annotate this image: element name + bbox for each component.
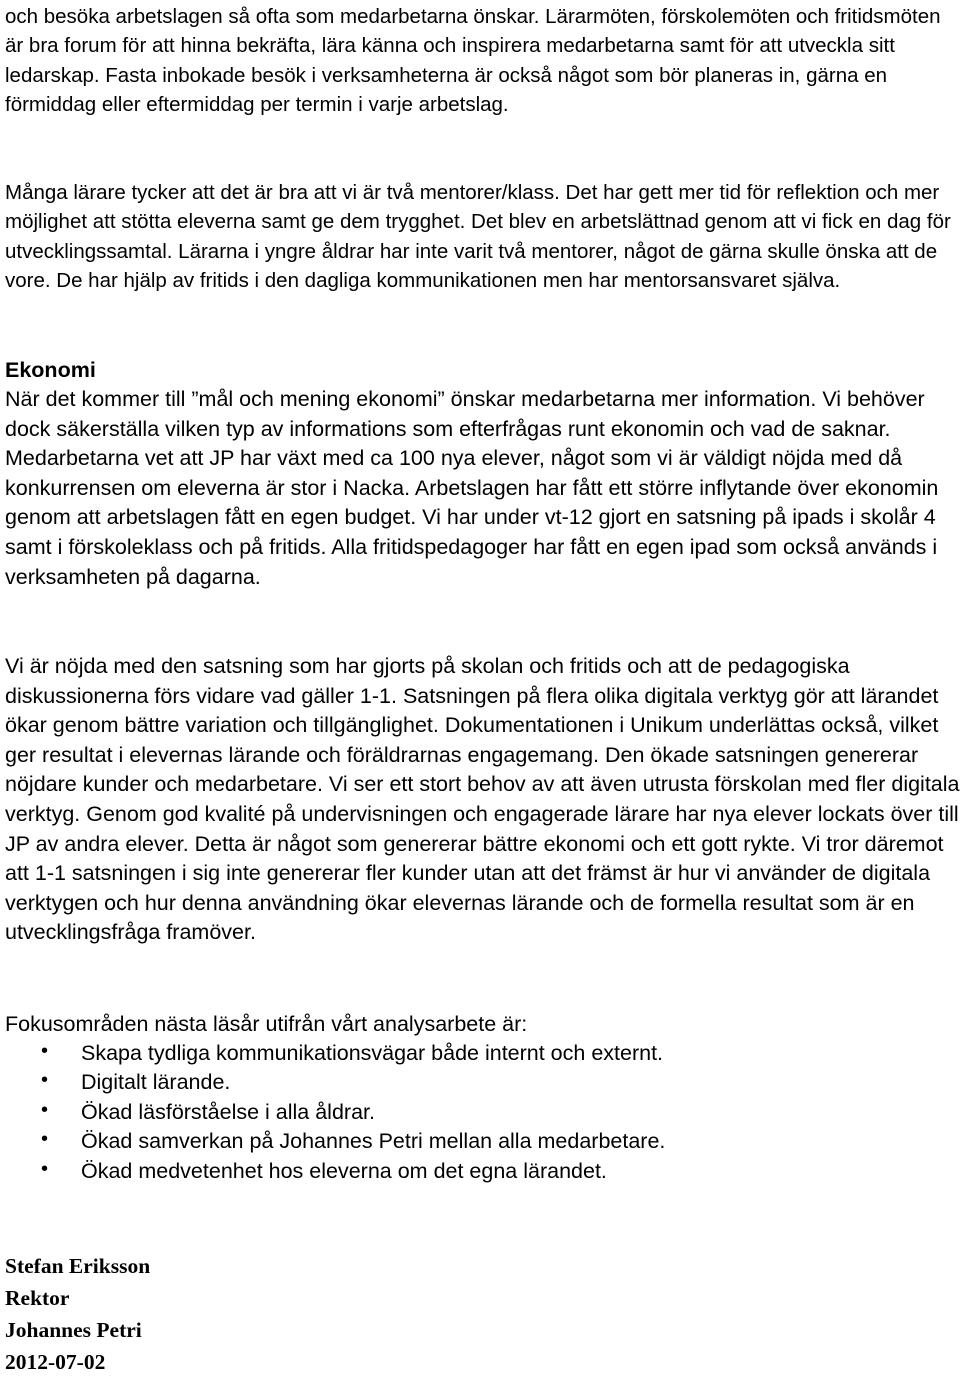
paragraph-economy: När det kommer till ”mål och mening ekonomi” önskar medarbetarna mer information. Vi behöver dock säkerställa vilken typ av informations som efterfrågas runt ekonomin och vad de saknar. Medarbetarna vet att JP har växt med ca 100 nya elever, något som vi är väldigt nöjda med då konkurrensen om eleverna är stor i Nacka. Arbetslagen har fått ett större inflytande över ekonomin genom att arbetslagen fått en egen budget. Vi har under vt-12 gjort en satsning på ipads i skolår 4 samt i förskoleklass och på fritids. Alla fritidspedagoger har fått en egen ipad som också används i verksamheten på dagarna. <box>5 387 939 589</box>
list-item <box>5 1127 665 1156</box>
bullet-icon: • <box>41 1040 49 1062</box>
signature-block <box>5 1250 150 1378</box>
list-item-text: Digitalt lärande. <box>81 1070 231 1095</box>
focus-areas-list <box>5 1039 665 1186</box>
list-item-text: Ökad samverkan på Johannes Petri mellan alla medarbetare. <box>81 1129 666 1154</box>
signature-title: Rektor <box>5 1286 70 1310</box>
focus-areas-intro: Fokusområden nästa läsår utifrån vårt analysarbete är: <box>5 1012 528 1036</box>
signature-name: Stefan Eriksson <box>5 1254 151 1278</box>
bullet-icon: • <box>41 1069 49 1092</box>
economy-heading: Ekonomi <box>5 358 96 382</box>
list-item <box>5 1157 665 1186</box>
list-item-text: Skapa tydliga kommunikationsvägar både internt och externt. <box>81 1041 664 1065</box>
signature-date: 2012-07-02 <box>5 1350 106 1374</box>
signature-school: Johannes Petri <box>5 1318 142 1342</box>
list-item-text: Ökad medvetenhet hos eleverna om det egna lärandet. <box>81 1158 607 1183</box>
list-item-text: Ökad läsförståelse i alla åldrar. <box>81 1099 375 1124</box>
bullet-icon: • <box>41 1098 49 1121</box>
paragraph-satisfied: Vi är nöjda med den satsning som har gjorts på skolan och fritids och att de pedagogiska diskussionerna förs vidare vad gäller 1-1. Satsningen på flera olika digitala verktyg gör att lärandet ökar genom bättre variation och tillgänglighet. Dokumentationen i Unikum underlättas också, vilket ger resultat i elevernas lärande och föräldrarnas engagemang. Den ökade satsningen genererar nöjdare kunder och medarbetare. Vi ser ett stort behov av att även utrusta förskolan med fler digitala verktyg. Genom god kvalité på undervisningen och engagerade lärare har nya elever lockats över till JP av andra elever. Detta är något som genererar bättre ekonomi och ett gott rykte. Vi tror däremot att 1-1 satsningen i sig inte genererar fler kunder utan att det främst är hur vi använder de digitala verktygen och hur denna användning ökar elevernas lärande och de formella resultat som är en utvecklingsfråga framöver. <box>5 654 960 945</box>
bullet-icon: • <box>41 1157 49 1180</box>
list-item <box>5 1068 665 1097</box>
list-item <box>5 1039 665 1068</box>
list-item <box>5 1098 665 1127</box>
bullet-icon: • <box>41 1128 49 1151</box>
paragraph-mentors: Många lärare tycker att det är bra att vi är två mentorer/klass. Det har gett mer tid för reflektion och mer möjlighet att stötta eleverna samt ge dem trygghet. Det blev en arbetslättnad genom att vi fick en dag för utvecklingssamtal. Lärarna i yngre åldrar har inte varit två mentorer, något de gärna skulle önska att de vore. De har hjälp av fritids i den dagliga kommunikationen men har mentorsansvaret själva. <box>5 181 951 293</box>
paragraph-intro: och besöka arbetslagen så ofta som medarbetarna önskar. Lärarmöten, förskolemöten och fritidsmöten är bra forum för att hinna bekräfta, lära känna och inspirera medarbetarna samt för att utveckla sitt ledarskap. Fasta inbokade besök i verksamheterna är också något som bör planeras in, gärna en förmiddag eller eftermiddag per termin i varje arbetslag. <box>5 5 941 117</box>
